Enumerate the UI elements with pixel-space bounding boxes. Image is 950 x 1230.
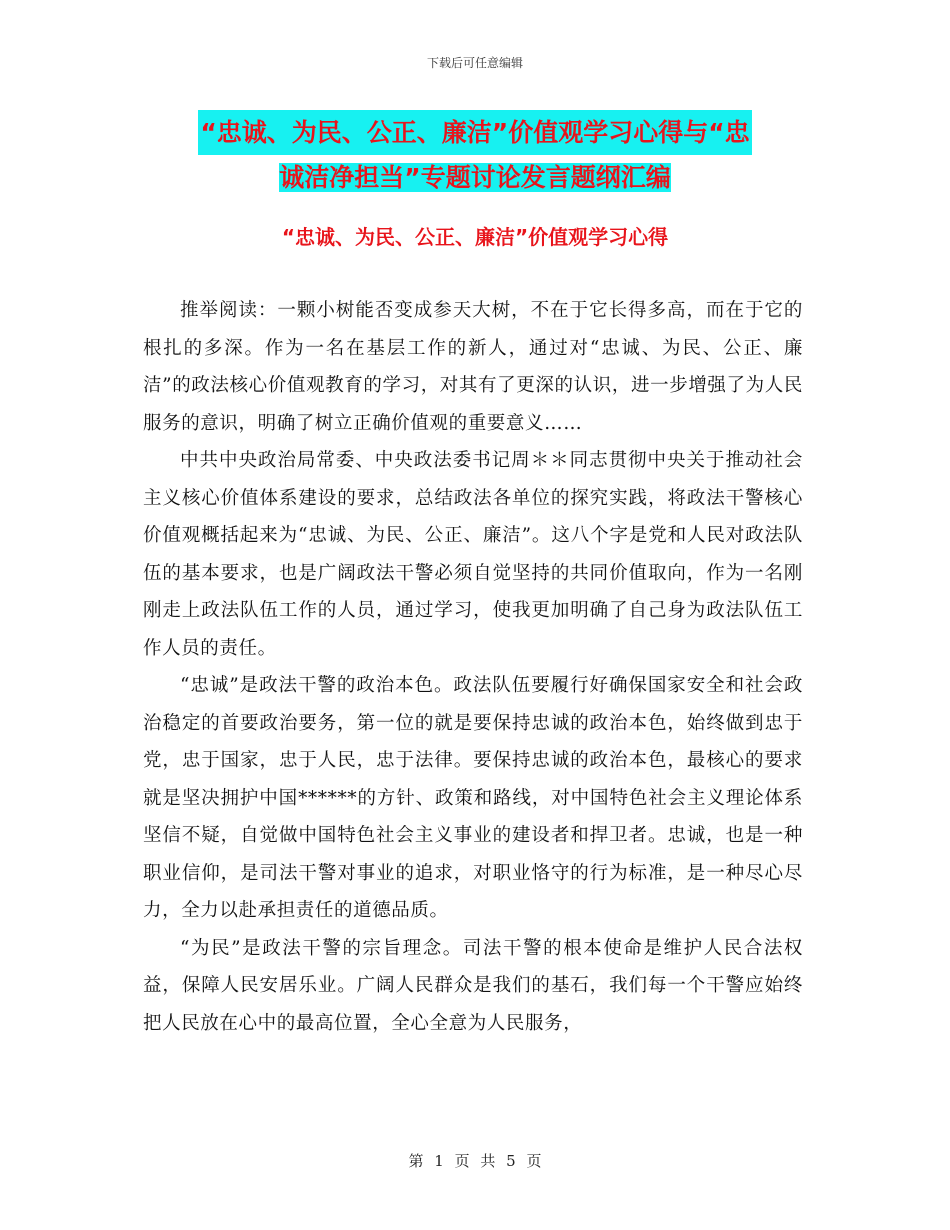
document-title-line-2: 诚洁净担当”专题讨论发言题纲汇编	[279, 163, 671, 192]
section-title: “忠诚、为民、公正、廉洁”价值观学习心得	[281, 225, 669, 249]
paragraph: 中共中央政治局常委、中央政法委书记周＊＊同志贯彻中央关于推动社会主义核心价值体系建设的要求，总结政法各单位的探究实践，将政法干警核心价值观概括起来为“忠诚、为民、公正、廉洁”。这八个字是党和人民对政法队伍的基本要求，也是广阔政法干警必须自觉坚持的共同价值取向，作为一名刚刚走上政法队伍工作的人员，通过学习，使我更加明确了自己身为政法队伍工作人员的责任。	[143, 450, 803, 659]
paragraph: “为民”是政法干警的宗旨理念。司法干警的根本使命是维护人民合法权益，保障人民安居乐业。广阔人民群众是我们的基石，我们每一个干警应始终把人民放在心中的最高位置，全心全意为人民服务，	[143, 937, 803, 1034]
paragraph: 推举阅读：一颗小树能否变成参天大树，不在于它长得多高，而在于它的根扎的多深。作为一名在基层工作的新人，通过对“忠诚、为民、公正、廉洁”的政法核心价值观教育的学习，对其有了更深的认识，进一步增强了为人民服务的意识，明确了树立正确价值观的重要意义……	[143, 300, 803, 434]
paragraph: “忠诚”是政法干警的政治本色。政法队伍要履行好确保国家安全和社会政治稳定的首要政治要务，第一位的就是要保持忠诚的政治本色，始终做到忠于党，忠于国家，忠于人民，忠于法律。要保持忠诚的政治本色，最核心的要求就是坚决拥护中国******的方针、政策和路线，对中国特色社会主义理论体系坚信不疑，自觉做中国特色社会主义事业的建设者和捍卫者。忠诚，也是一种职业信仰，是司法干警对事业的追求，对职业恪守的行为标准，是一种尽心尽力，全力以赴承担责任的道德品质。	[143, 675, 803, 921]
page-footer: 第 1 页 共 5 页	[408, 1152, 542, 1170]
header-note: 下载后可任意编辑	[426, 56, 523, 70]
document-body	[143, 292, 803, 1042]
document-title	[0, 110, 950, 200]
document-title-line-1: “忠诚、为民、公正、廉洁”价值观学习心得与“忠	[198, 110, 751, 155]
document-title-line-2-wrap	[279, 155, 670, 200]
